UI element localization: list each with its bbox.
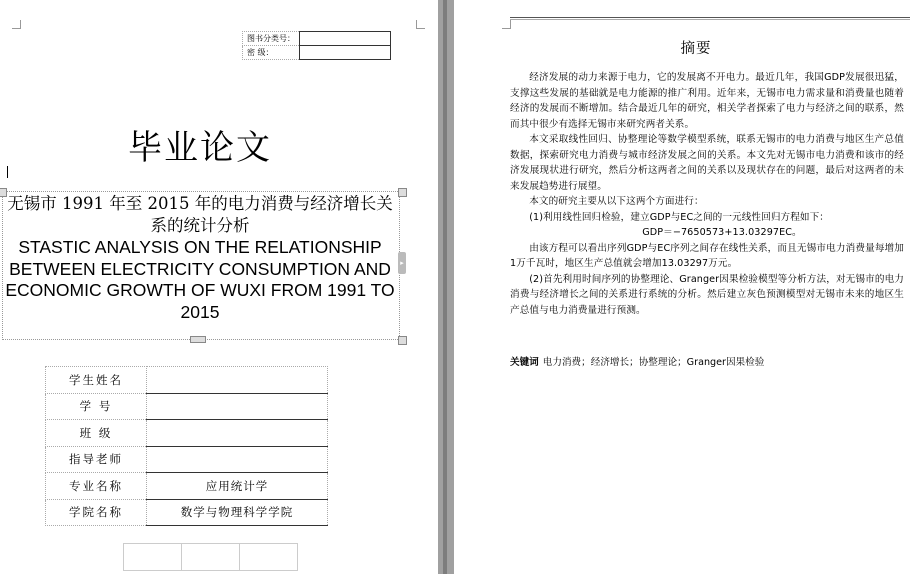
info-label: 指导老师 xyxy=(46,446,147,473)
layout-options-icon[interactable]: ▸ xyxy=(398,252,406,274)
abstract-paragraph: 由该方程可以看出序列GDP与EC序列之间存在线性关系，而且无锡市电力消费量每增加1万千瓦时，地区生产总值就会增加13.03297万元。 xyxy=(510,242,904,269)
resize-handle[interactable] xyxy=(398,336,407,345)
info-label: 学 号 xyxy=(46,393,147,420)
classification-row xyxy=(243,46,391,60)
classification-table xyxy=(242,31,391,60)
info-label: 学生姓名 xyxy=(46,367,147,394)
footer-boxes xyxy=(123,543,298,571)
thesis-title-chinese: 无锡市 1991 年至 2015 年的电力消费与经济增长关系的统计分析 xyxy=(7,194,393,235)
abstract-paragraph: 本文采取线性回归、协整理论等数学模型系统，联系无锡市的电力消费与地区生产总值数据，探索研究电力消费与城市经济发展之间的关系。本文先对无锡市电力消费和该市的经济发展现状进行研究，然后分析这两者之间的关系以及现状存在的问题，最后对这两者的未来发展趋势进行展望。 xyxy=(510,134,904,192)
resize-handle[interactable] xyxy=(398,188,407,197)
info-row xyxy=(46,420,328,447)
security-label: 密 级： xyxy=(243,46,300,60)
info-row xyxy=(46,446,328,473)
footer-box xyxy=(182,544,240,571)
abstract-paragraph: 本文的研究主要从以下这两个方面进行： xyxy=(529,196,704,207)
advisor-field[interactable] xyxy=(147,446,328,473)
student-name-field[interactable] xyxy=(147,367,328,394)
student-info-table xyxy=(45,366,328,526)
header-rule xyxy=(510,17,910,18)
cover-page xyxy=(0,0,438,574)
info-label: 专业名称 xyxy=(46,473,147,500)
abstract-paragraph: (2)首先利用时间序列的协整理论、Granger因果检验模型等分析方法，对无锡市的电力消费与经济增长之间的关系进行系统的分析。然后建立灰色预测模型对无锡市未来的地区生产总值与电力消费量进行预测。 xyxy=(510,273,904,316)
info-row xyxy=(46,367,328,394)
abstract-heading: 摘要 xyxy=(680,41,712,57)
keywords-line xyxy=(510,354,904,368)
classification-field[interactable] xyxy=(300,32,391,46)
keywords-text: 电力消费；经济增长；协整理论；Granger因果检验 xyxy=(542,357,765,368)
text-cursor xyxy=(7,166,8,178)
thesis-title-english: STASTIC ANALYSIS ON THE RELATIONSHIP BETWEEN ELECTRICITY CONSUMPTION AND ECONOMIC GROWTH OF WUXI FROM 1991 TO 2015 xyxy=(5,237,395,322)
info-row xyxy=(46,499,328,526)
major-field[interactable]: 应用统计学 xyxy=(147,473,328,500)
footer-box xyxy=(124,544,182,571)
college-field[interactable]: 数学与物理科学学院 xyxy=(147,499,328,526)
header-rule xyxy=(510,19,910,20)
security-field[interactable] xyxy=(300,46,391,60)
info-row xyxy=(46,473,328,500)
crop-mark xyxy=(502,20,511,29)
anchor-handle[interactable] xyxy=(190,336,206,343)
abstract-paragraph: 经济发展的动力来源于电力，它的发展离不开电力。最近几年，我国GDP发展很迅猛，支撑这些发展的基础就是电力能源的推广利用。近年来，无锡市电力需求量和消费量也随着经济的发展而不断增加。结合最近几年的研究，相关学者探索了电力与经济之间的联系，然而其中很少有选择无锡市来研究两者关系。 xyxy=(510,72,904,130)
info-label: 班 级 xyxy=(46,420,147,447)
footer-box xyxy=(240,544,298,571)
main-title: 毕业论文 xyxy=(128,128,272,168)
abstract-body xyxy=(510,70,904,318)
info-row xyxy=(46,393,328,420)
classification-row xyxy=(243,32,391,46)
crop-mark xyxy=(12,20,21,29)
page-divider xyxy=(443,0,447,574)
crop-mark xyxy=(416,20,425,29)
abstract-page xyxy=(454,0,910,574)
classification-label: 图书分类号： xyxy=(243,32,300,46)
student-id-field[interactable] xyxy=(147,393,328,420)
class-field[interactable] xyxy=(147,420,328,447)
abstract-paragraph: (1)利用线性回归检验，建立GDP与EC之间的一元线性回归方程如下： xyxy=(529,211,829,223)
regression-equation: GDP＝−7650573+13.03297EC。 xyxy=(642,227,802,238)
keywords-label: 关键词 xyxy=(510,357,539,368)
info-label: 学院名称 xyxy=(46,499,147,526)
